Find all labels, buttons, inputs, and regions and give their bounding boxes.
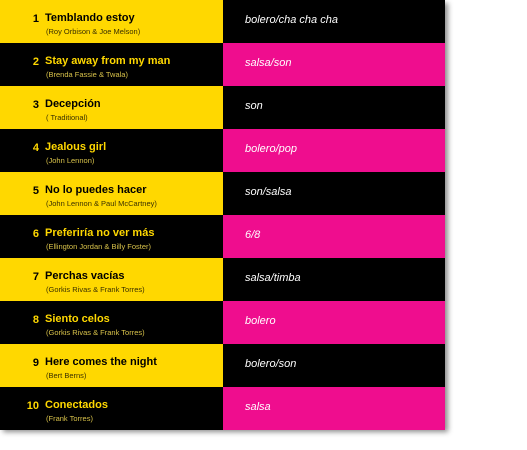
track-credit: (Gorkis Rivas & Frank Torres) bbox=[46, 285, 145, 294]
track-number: 4 bbox=[32, 142, 39, 154]
track-genre: salsa/son bbox=[245, 57, 292, 69]
track-genre: salsa bbox=[245, 401, 271, 413]
track-row-3 bbox=[0, 86, 445, 129]
track-genre: bolero bbox=[245, 315, 276, 327]
track-number: 1 bbox=[32, 13, 39, 25]
track-info-cell bbox=[0, 301, 223, 344]
track-genre-cell bbox=[223, 258, 445, 301]
track-title: Siento celos bbox=[45, 313, 110, 325]
track-number: 6 bbox=[32, 228, 39, 240]
track-info-cell bbox=[0, 258, 223, 301]
track-genre-cell bbox=[223, 301, 445, 344]
track-credit: ( Traditional) bbox=[46, 113, 88, 122]
track-title: Temblando estoy bbox=[45, 12, 135, 24]
track-title: Decepción bbox=[45, 98, 101, 110]
track-title: Stay away from my man bbox=[45, 55, 171, 67]
track-genre: bolero/son bbox=[245, 358, 297, 370]
track-genre: son bbox=[245, 100, 263, 112]
track-genre-cell bbox=[223, 129, 445, 172]
track-info-cell bbox=[0, 129, 223, 172]
track-genre: bolero/pop bbox=[245, 143, 297, 155]
track-number: 5 bbox=[32, 185, 39, 197]
track-title: No lo puedes hacer bbox=[45, 184, 147, 196]
track-row-10 bbox=[0, 387, 445, 430]
track-row-2 bbox=[0, 43, 445, 86]
track-row-8 bbox=[0, 301, 445, 344]
track-title: Jealous girl bbox=[45, 141, 107, 153]
track-number: 10 bbox=[26, 400, 39, 412]
track-genre-cell bbox=[223, 43, 445, 86]
track-title: Conectados bbox=[45, 399, 108, 411]
track-number: 3 bbox=[32, 99, 39, 111]
track-credit: (Roy Orbison & Joe Melson) bbox=[46, 27, 141, 36]
track-row-9 bbox=[0, 344, 445, 387]
track-row-1 bbox=[0, 0, 445, 43]
track-credit: (Frank Torres) bbox=[46, 414, 93, 423]
track-genre-cell bbox=[223, 344, 445, 387]
track-info-cell bbox=[0, 43, 223, 86]
track-info-cell bbox=[0, 215, 223, 258]
track-genre-cell bbox=[223, 86, 445, 129]
track-info-cell bbox=[0, 387, 223, 430]
track-credit: (Gorkis Rivas & Frank Torres) bbox=[46, 328, 145, 337]
track-credit: (John Lennon) bbox=[46, 156, 95, 165]
track-row-5 bbox=[0, 172, 445, 215]
track-number: 9 bbox=[32, 357, 39, 369]
track-credit: (Ellington Jordan & Billy Foster) bbox=[46, 242, 152, 251]
track-number: 2 bbox=[32, 56, 39, 68]
track-info-cell bbox=[0, 344, 223, 387]
track-genre: salsa/timba bbox=[245, 272, 301, 284]
track-genre: son/salsa bbox=[245, 186, 292, 198]
track-row-4 bbox=[0, 129, 445, 172]
track-info-cell bbox=[0, 86, 223, 129]
track-number: 7 bbox=[32, 271, 39, 283]
track-genre-cell bbox=[223, 387, 445, 430]
track-number: 8 bbox=[32, 314, 39, 326]
track-genre-cell bbox=[223, 0, 445, 43]
track-row-6 bbox=[0, 215, 445, 258]
track-info-cell bbox=[0, 0, 223, 43]
track-credit: (John Lennon & Paul McCartney) bbox=[46, 199, 157, 208]
track-genre-cell bbox=[223, 172, 445, 215]
track-genre: 6/8 bbox=[245, 229, 261, 241]
track-info-cell bbox=[0, 172, 223, 215]
track-row-7 bbox=[0, 258, 445, 301]
track-credit: (Bert Berns) bbox=[46, 371, 87, 380]
track-genre-cell bbox=[223, 215, 445, 258]
track-title: Perchas vacías bbox=[45, 270, 125, 282]
track-genre: bolero/cha cha cha bbox=[245, 14, 338, 26]
track-credit: (Brenda Fassie & Twala) bbox=[46, 70, 128, 79]
track-title: Preferiría no ver más bbox=[45, 227, 155, 239]
track-title: Here comes the night bbox=[45, 356, 157, 368]
